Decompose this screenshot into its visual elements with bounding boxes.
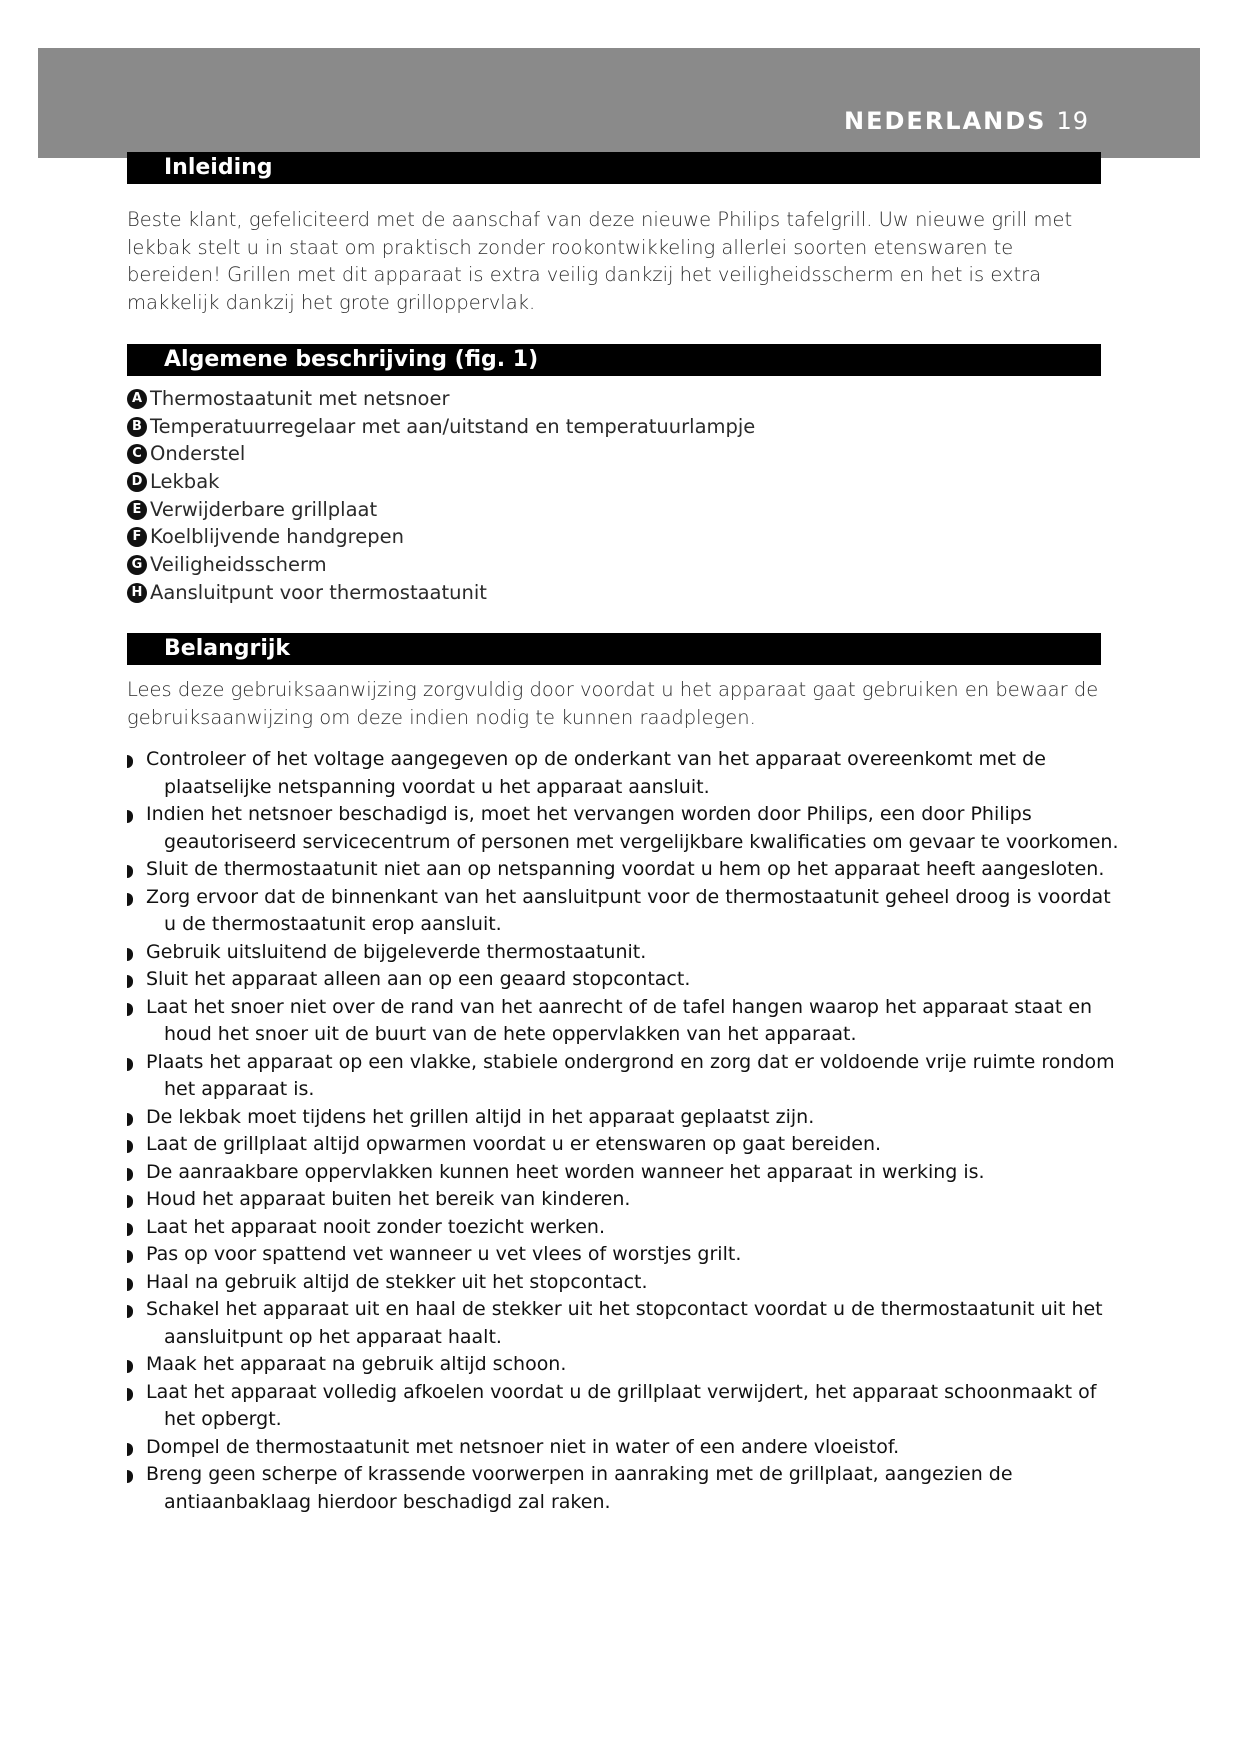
bullet-icon [127, 893, 133, 906]
part-item [127, 468, 755, 496]
section-title-intro: Inleiding [127, 152, 1101, 184]
list-item-text: Indien het netsnoer beschadigd is, moet het vervangen worden door Philips, een door Philips geautoriseerd servicecentrum of personen met vergelijkbare kwalificaties om gevaar te voorkomen. [146, 803, 1119, 853]
list-item [127, 1049, 1124, 1104]
part-item [127, 551, 755, 579]
bullet-icon [127, 1278, 133, 1291]
part-label: Onderstel [150, 442, 246, 466]
part-item [127, 413, 755, 441]
part-letter-badge: D [127, 472, 147, 492]
list-item [127, 1434, 1124, 1462]
list-item [127, 801, 1124, 856]
part-item [127, 385, 755, 413]
part-letter-badge: G [127, 555, 147, 575]
list-item-text: Maak het apparaat na gebruik altijd schoon. [146, 1353, 567, 1375]
bullet-icon [127, 948, 133, 961]
important-intro: Lees deze gebruiksaanwijzing zorgvuldig door voordat u het apparaat gaat gebruiken en bewaar de gebruiksaanwijzing om deze indien nodig te kunnen raadplegen. [127, 678, 1099, 729]
intro-paragraph: Beste klant, gefeliciteerd met de aanschaf van deze nieuwe Philips tafelgrill. Uw nieuwe grill met lekbak stelt u in staat om praktisch zonder rookontwikkeling allerlei soorten etenswaren te bereiden! Grillen met dit apparaat is extra veilig dankzij het veiligheidsscherm en het is extra makkelijk dankzij het grote grilloppervlak. [127, 208, 1073, 315]
list-item [127, 856, 1124, 884]
bullet-icon [127, 1305, 133, 1318]
bullet-icon [127, 1003, 133, 1016]
list-item-text: Controleer of het voltage aangegeven op de onderkant van het apparaat overeenkomt met de plaatselijke netspanning voordat u het apparaat aansluit. [146, 748, 1046, 798]
list-item-text: Dompel de thermostaatunit met netsnoer niet in water of een andere vloeistof. [146, 1435, 900, 1458]
list-item [127, 994, 1124, 1049]
language-label: NEDERLANDS [844, 107, 1047, 135]
list-item-text: Zorg ervoor dat de binnenkant van het aansluitpunt voor de thermostaatunit geheel droog is voordat u de thermostaatunit erop aansluit. [146, 885, 1111, 935]
list-item-text: Pas op voor spattend vet wanneer u vet vlees of worstjes grilt. [146, 1243, 742, 1265]
list-item-text: Laat het apparaat nooit zonder toezicht werken. [146, 1215, 606, 1238]
list-item [127, 1461, 1124, 1516]
part-letter-badge: H [127, 583, 147, 603]
bullet-icon [127, 1113, 133, 1126]
bullet-icon [127, 1140, 133, 1153]
bullet-icon [127, 1250, 133, 1263]
bullet-icon [127, 755, 133, 768]
bullet-icon [127, 1195, 133, 1208]
list-item-text: Haal na gebruik altijd de stekker uit het stopcontact. [146, 1270, 648, 1293]
list-item [127, 1159, 1124, 1187]
part-item [127, 579, 755, 607]
bullet-icon [127, 1168, 133, 1181]
bullet-icon [127, 1223, 133, 1236]
part-label: Koelblijvende handgrepen [150, 525, 405, 549]
safety-list [127, 746, 1127, 1516]
list-item [127, 746, 1124, 801]
part-letter-badge: E [127, 500, 147, 520]
list-item-text: Laat het snoer niet over de rand van het aanrecht of de tafel hangen waarop het apparaat staat en houd het snoer uit de buurt van de hete oppervlakken van het apparaat. [146, 995, 1093, 1045]
list-item-text: Laat de grillplaat altijd opwarmen voordat u er etenswaren op gaat bereiden. [146, 1133, 882, 1155]
list-item-text: De aanraakbare oppervlakken kunnen heet worden wanneer het apparaat in werking is. [146, 1160, 985, 1183]
part-letter-badge: F [127, 527, 147, 547]
page-number: 19 [1056, 107, 1089, 135]
bullet-icon [127, 1470, 133, 1483]
parts-list [127, 385, 755, 607]
list-item-text: Gebruik uitsluitend de bijgeleverde thermostaatunit. [146, 940, 647, 963]
list-item [127, 1131, 1124, 1159]
list-item [127, 884, 1124, 939]
list-item-text: Houd het apparaat buiten het bereik van kinderen. [146, 1188, 631, 1210]
list-item-text: Breng geen scherpe of krassende voorwerpen in aanraking met de grillplaat, aangezien de antiaanbaklaag hierdoor beschadigd zal raken. [146, 1463, 1013, 1513]
list-item-text: Sluit het apparaat alleen aan op een geaard stopcontact. [146, 968, 691, 990]
list-item-text: Schakel het apparaat uit en haal de stekker uit het stopcontact voordat u de thermostaatunit uit het aansluitpunt op het apparaat haalt. [146, 1298, 1103, 1348]
bullet-icon [127, 810, 133, 823]
list-item [127, 1241, 1124, 1269]
bullet-icon [127, 1443, 133, 1456]
list-item-text: Laat het apparaat volledig afkoelen voordat u de grillplaat verwijdert, het apparaat schoonmaakt of het opbergt. [146, 1380, 1097, 1430]
list-item [127, 1351, 1124, 1379]
section-title-description: Algemene beschrijving (fig. 1) [127, 344, 1101, 376]
part-letter-badge: B [127, 417, 147, 437]
bullet-icon [127, 1058, 133, 1071]
page-header [844, 107, 1089, 135]
list-item [127, 1269, 1124, 1297]
part-label: Veiligheidsscherm [150, 553, 327, 577]
list-item [127, 1214, 1124, 1242]
section-title-important: Belangrijk [127, 633, 1101, 665]
bullet-icon [127, 865, 133, 878]
bullet-icon [127, 1388, 133, 1401]
list-item-text: Sluit de thermostaatunit niet aan op netspanning voordat u hem op het apparaat heeft aangesloten. [146, 858, 1105, 880]
part-item [127, 440, 755, 468]
list-item [127, 1186, 1124, 1214]
list-item [127, 1104, 1124, 1132]
part-label: Verwijderbare grillplaat [150, 497, 378, 521]
part-label: Lekbak [150, 470, 220, 494]
part-letter-badge: A [127, 389, 147, 409]
bullet-icon [127, 975, 133, 988]
bullet-icon [127, 1360, 133, 1373]
list-item-text: Plaats het apparaat op een vlakke, stabiele ondergrond en zorg dat er voldoende vrije ruimte rondom het apparaat is. [146, 1050, 1115, 1100]
list-item [127, 966, 1124, 994]
part-item [127, 496, 755, 524]
list-item [127, 1379, 1124, 1434]
part-letter-badge: C [127, 444, 147, 464]
list-item-text: De lekbak moet tijdens het grillen altijd in het apparaat geplaatst zijn. [146, 1105, 815, 1128]
part-item [127, 523, 755, 551]
list-item [127, 939, 1124, 967]
part-label: Thermostaatunit met netsnoer [150, 387, 450, 410]
part-label: Aansluitpunt voor thermostaatunit [150, 580, 487, 604]
list-item [127, 1296, 1124, 1351]
part-label: Temperatuurregelaar met aan/uitstand en temperatuurlampje [150, 414, 756, 438]
header-band [38, 48, 1200, 158]
